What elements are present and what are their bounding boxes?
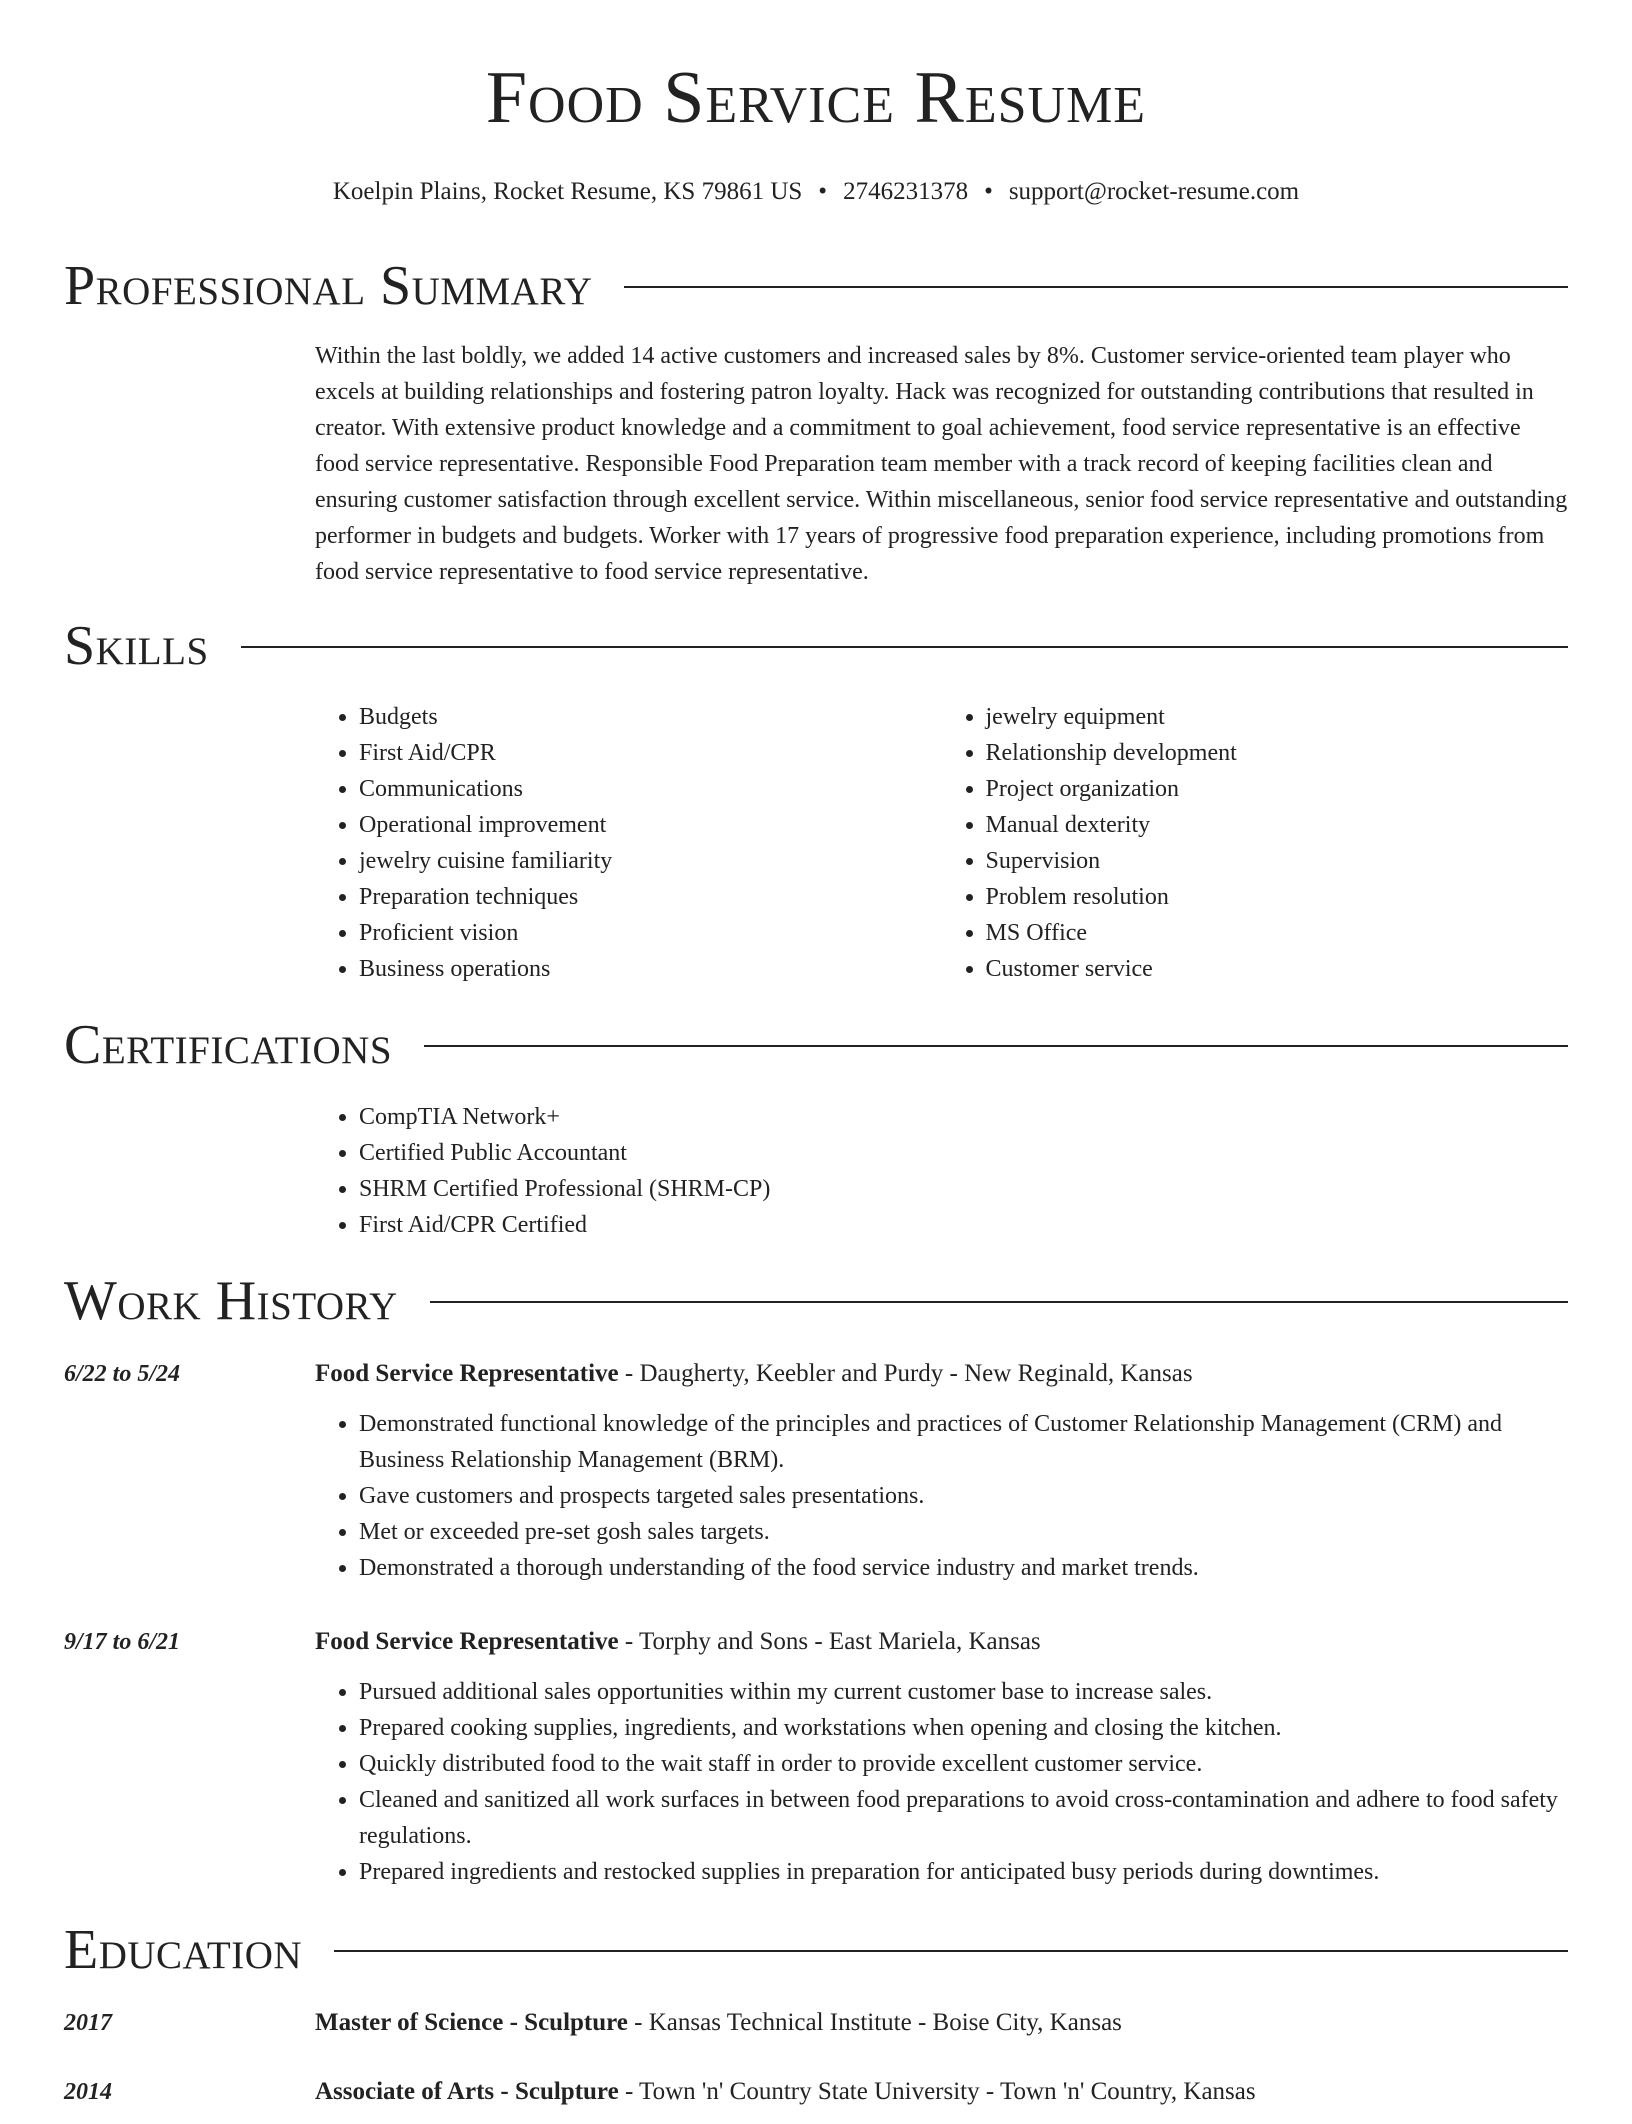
skill-item: • jewelry cuisine familiarity	[359, 843, 942, 879]
skill-item: • Problem resolution	[986, 879, 1569, 915]
job-duty-item: • Cleaned and sanitized all work surfaces in between food preparations to avoid cross-contamination and adhere to food safety regulations.	[359, 1782, 1568, 1854]
skill-item: • Relationship development	[986, 735, 1569, 771]
job-duty-item: • Quickly distributed food to the wait staff in order to provide excellent customer service.	[359, 1746, 1568, 1782]
job-dates: 6/22 to 5/24	[64, 1361, 181, 1387]
summary-section-header	[64, 254, 1568, 318]
skill-item: • Business operations	[359, 951, 942, 987]
job-title: Food Service Representative	[315, 1628, 619, 1655]
education-body	[315, 2005, 1568, 2055]
summary-text: Within the last boldly, we added 14 active customers and increased sales by 8%. Customer service-oriented team player who excels at building relationships and fostering patron loyalty. Hack was recognized for outstanding contributions that resulted in creator. With extensive product knowledge and a commitment to goal achievement, food service representative is an effective food service representative. Responsible Food Preparation team member with a track record of keeping facilities clean and ensuring customer satisfaction through excellent service. Within miscellaneous, senior food service representative and outstanding performer in budgets and budgets. Worker with 17 years of progressive food preparation experience, including promotions from food service representative to food service representative.	[315, 343, 1568, 585]
job-duty-item: • Demonstrated a thorough understanding of the food service industry and market trends.	[359, 1550, 1568, 1586]
education-degree: Master of Science - Sculpture	[315, 2009, 628, 2036]
job-heading	[315, 1356, 1568, 1392]
education-body	[315, 2074, 1568, 2124]
certification-item: • First Aid/CPR Certified	[359, 1207, 1568, 1243]
job-duty-item: • Prepared cooking supplies, ingredients, and workstations when opening and closing the kitchen.	[359, 1710, 1568, 1746]
education-heading-line	[315, 2074, 1568, 2110]
job-heading	[315, 1624, 1568, 1660]
skills-column-right	[942, 699, 1569, 987]
job-duty-item: • Demonstrated functional knowledge of the principles and practices of Customer Relationship Management (CRM) and Business Relationship Management (BRM).	[359, 1406, 1568, 1478]
skills-list	[315, 699, 1568, 987]
job-body	[315, 1356, 1568, 1586]
work-section-header	[64, 1269, 1568, 1333]
job-duties	[315, 1406, 1568, 1586]
job-duty-item: • Gave customers and prospects targeted sales presentations.	[359, 1478, 1568, 1514]
page-title: Food Service Resume	[485, 57, 1147, 139]
contact-email: support@rocket-resume.com	[1008, 178, 1300, 205]
skill-item: • MS Office	[986, 915, 1569, 951]
education-school: - Town 'n' Country State University - Town 'n' Country, Kansas	[618, 2078, 1256, 2105]
skill-item: • Preparation techniques	[359, 879, 942, 915]
education-school: - Kansas Technical Institute - Boise City, Kansas	[627, 2009, 1122, 2036]
contact-line	[64, 174, 1568, 210]
job-duty-item: • Met or exceeded pre-set gosh sales targets.	[359, 1514, 1568, 1550]
certification-item: • Certified Public Accountant	[359, 1135, 1568, 1171]
skill-item: • Communications	[359, 771, 942, 807]
section-divider	[424, 1045, 1568, 1047]
skill-item: • Manual dexterity	[986, 807, 1569, 843]
skill-item: • jewelry equipment	[986, 699, 1569, 735]
job-body	[315, 1624, 1568, 1890]
contact-address: Koelpin Plains, Rocket Resume, KS 79861 US	[332, 178, 803, 205]
education-year: 2014	[64, 2079, 112, 2105]
education-heading-line	[315, 2005, 1568, 2041]
skill-item: • First Aid/CPR	[359, 735, 942, 771]
education-degree: Associate of Arts - Sculpture	[315, 2078, 619, 2105]
job-employer: - Torphy and Sons - East Mariela, Kansas	[618, 1628, 1041, 1655]
certifications-list	[315, 1099, 1568, 1243]
contact-separator: •	[984, 178, 993, 205]
certifications-section-header	[64, 1013, 1568, 1077]
section-divider	[624, 286, 1568, 288]
skill-item: • Budgets	[359, 699, 942, 735]
skill-item: • Project organization	[986, 771, 1569, 807]
skill-item: • Supervision	[986, 843, 1569, 879]
certification-item: • SHRM Certified Professional (SHRM-CP)	[359, 1171, 1568, 1207]
job-duty-item: • Prepared ingredients and restocked supplies in preparation for anticipated busy periods during downtimes.	[359, 1854, 1568, 1890]
education-section-header	[64, 1918, 1568, 1982]
skills-section-header	[64, 614, 1568, 678]
skill-item: • Operational improvement	[359, 807, 942, 843]
summary-heading: Professional Summary	[64, 255, 593, 317]
skills-heading: Skills	[64, 615, 209, 677]
job-employer: - Daugherty, Keebler and Purdy - New Reginald, Kansas	[618, 1360, 1193, 1387]
job-duty-item: • Pursued additional sales opportunities within my current customer base to increase sales.	[359, 1674, 1568, 1710]
skill-item: • Customer service	[986, 951, 1569, 987]
job-title: Food Service Representative	[315, 1360, 619, 1387]
section-divider	[430, 1301, 1568, 1303]
education-year: 2017	[64, 2010, 112, 2036]
skill-item: • Proficient vision	[359, 915, 942, 951]
certifications-heading: Certifications	[64, 1014, 393, 1076]
certification-item: • CompTIA Network+	[359, 1099, 1568, 1135]
section-divider	[241, 646, 1568, 648]
education-heading: Education	[64, 1919, 303, 1981]
contact-phone: 2746231378	[843, 178, 969, 205]
skills-column-left	[315, 699, 942, 987]
job-dates: 9/17 to 6/21	[64, 1629, 181, 1655]
work-heading: Work History	[64, 1270, 398, 1332]
contact-separator: •	[818, 178, 828, 205]
job-duties	[315, 1674, 1568, 1890]
section-divider	[334, 1950, 1568, 1952]
